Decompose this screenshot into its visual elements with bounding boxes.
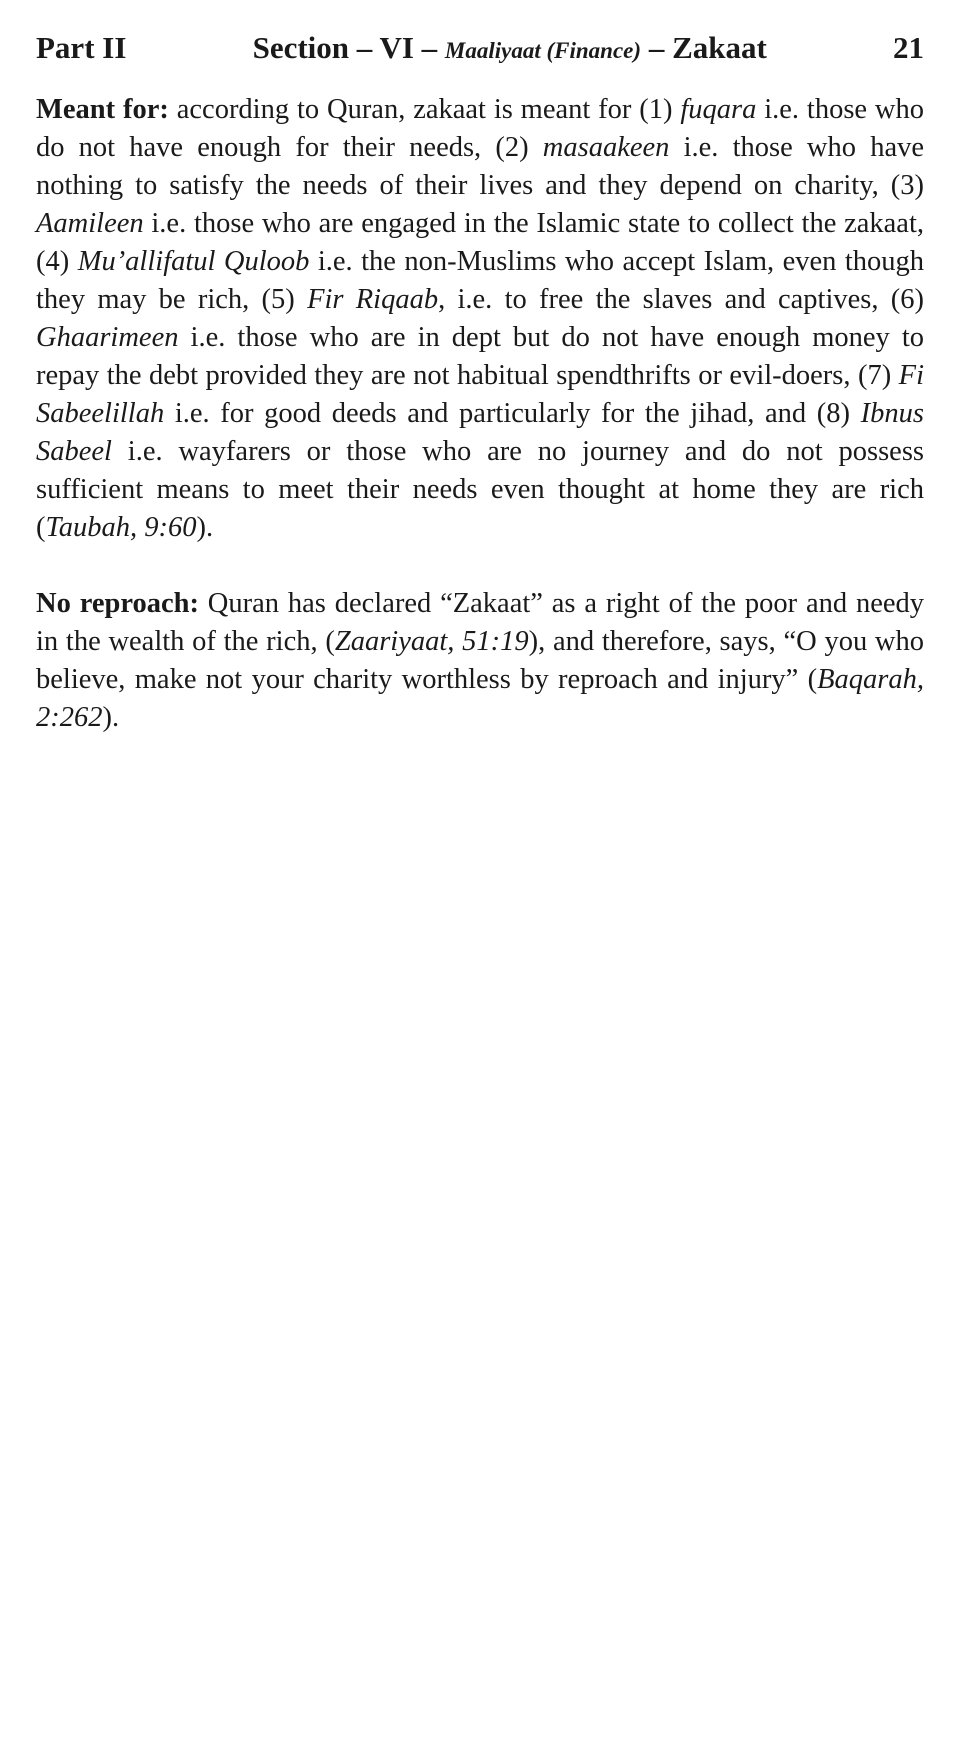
term: masaakeen xyxy=(542,132,670,163)
citation: Baqarah, 2:262 xyxy=(36,664,924,733)
text-run: Quran has declared “Zakaat” as a right of the poor and needy in the wealth of the rich, ( xyxy=(36,588,924,657)
citation: Zaariyaat, 51:19 xyxy=(334,626,529,657)
text-run: ), and therefore, says, “O you who believe, make not your charity worthless by reproach and injury” ( xyxy=(36,626,925,695)
text-run: i.e. the non-Muslims who accept Islam, even though they may be rich, (5) xyxy=(36,246,924,315)
running-header xyxy=(36,28,924,71)
term: fuqara xyxy=(680,94,757,125)
section-prefix: Section – VI – xyxy=(252,30,438,65)
term: Ibnus Sabeel xyxy=(36,398,924,467)
paragraph-no-reproach xyxy=(36,585,924,737)
text-run: i.e. wayfarers or those who are no journey and do not possess sufficient means to meet their needs even thought at home they are rich ( xyxy=(36,436,924,543)
page-number: 21 xyxy=(893,30,924,65)
section-suffix: – Zakaat xyxy=(648,30,767,65)
text-run: ). xyxy=(196,512,214,543)
text-run: i.e. those who have nothing to satisfy the needs of their lives and they depend on charity, (3) xyxy=(36,132,924,201)
term: Aamileen xyxy=(36,208,144,239)
paragraph-meant-for xyxy=(36,91,924,547)
text-run: according to Quran, zakaat is meant for (1) xyxy=(168,94,681,125)
term: Fir Riqaab xyxy=(307,284,439,315)
text-run: i.e. those who are engaged in the Islamic state to collect the zakaat, (4) xyxy=(36,208,924,277)
section-title xyxy=(253,28,767,71)
paragraph-heading: Meant for: xyxy=(36,94,169,125)
text-run: i.e. those who are in dept but do not have enough money to repay the debt provided they are not habitual spendthrifts or evil-doers, (7) xyxy=(36,322,924,391)
term: Mu’allifatul Quloob xyxy=(77,246,310,277)
section-subtitle: Maaliyaat (Finance) xyxy=(444,38,642,63)
text-run: i.e. for good deeds and particularly for the jihad, and (8) xyxy=(164,398,861,429)
term: Ghaarimeen xyxy=(36,322,179,353)
part-label: Part II xyxy=(36,30,127,65)
text-run: , i.e. to free the slaves and captives, (6) xyxy=(438,284,925,315)
text-run: i.e. those who do not have enough for their needs, (2) xyxy=(36,94,925,163)
text-run: ). xyxy=(102,702,120,733)
term: Fi Sabeelillah xyxy=(36,360,924,429)
citation: Taubah, 9:60 xyxy=(45,512,197,543)
paragraph-heading: No reproach: xyxy=(36,588,199,619)
